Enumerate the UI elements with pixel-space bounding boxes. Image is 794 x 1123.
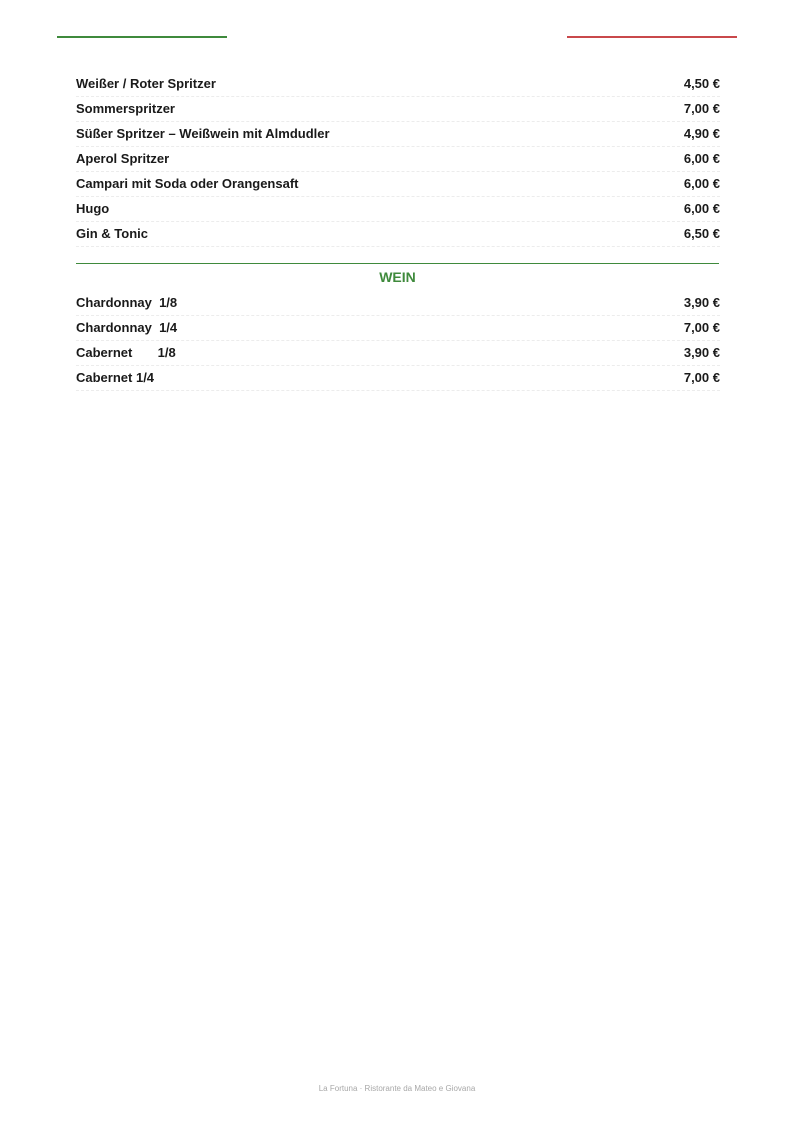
menu-item-name: Cabernet 1/8 (76, 345, 176, 360)
wein-list (76, 291, 720, 391)
menu-item (76, 316, 720, 341)
menu-item (76, 222, 720, 247)
menu-item (76, 366, 720, 391)
menu-item-name: Campari mit Soda oder Orangensaft (76, 176, 299, 191)
menu-item-price: 6,50 € (683, 226, 720, 241)
menu-item-price: 7,00 € (683, 320, 720, 335)
page-footer: La Fortuna · Ristorante da Mateo e Giovana (318, 1084, 476, 1093)
menu-item-price: 3,90 € (683, 345, 720, 360)
menu-item-price: 6,00 € (683, 201, 720, 216)
menu-item-name: Gin & Tonic (76, 226, 148, 241)
menu-item (76, 122, 720, 147)
top-accent-line-green (57, 36, 227, 38)
menu-item-price: 4,50 € (683, 76, 720, 91)
menu-item-price: 6,00 € (683, 176, 720, 191)
top-accent-line-red (567, 36, 737, 38)
menu-item (76, 72, 720, 97)
menu-item-price: 7,00 € (683, 370, 720, 385)
menu-item-name: Weißer / Roter Spritzer (76, 76, 216, 91)
menu-item (76, 147, 720, 172)
menu-item-name: Chardonnay 1/8 (76, 295, 178, 310)
menu-item (76, 291, 720, 316)
menu-item-name: Cabernet 1/4 (76, 370, 155, 385)
menu-item-price: 4,90 € (683, 126, 720, 141)
menu-item-price: 6,00 € (683, 151, 720, 166)
spritzer-list (76, 72, 720, 247)
menu-item-name: Chardonnay 1/4 (76, 320, 178, 335)
menu-item-name: Süßer Spritzer – Weißwein mit Almdudler (76, 126, 330, 141)
section-title-wein: WEIN (76, 263, 719, 285)
menu-item (76, 97, 720, 122)
menu-item (76, 197, 720, 222)
menu-item-price: 3,90 € (683, 295, 720, 310)
menu-item-price: 7,00 € (683, 101, 720, 116)
menu-item (76, 341, 720, 366)
menu-item-name: Hugo (76, 201, 110, 216)
menu-item-name: Sommerspritzer (76, 101, 175, 116)
menu-item-name: Aperol Spritzer (76, 151, 170, 166)
menu-item (76, 172, 720, 197)
